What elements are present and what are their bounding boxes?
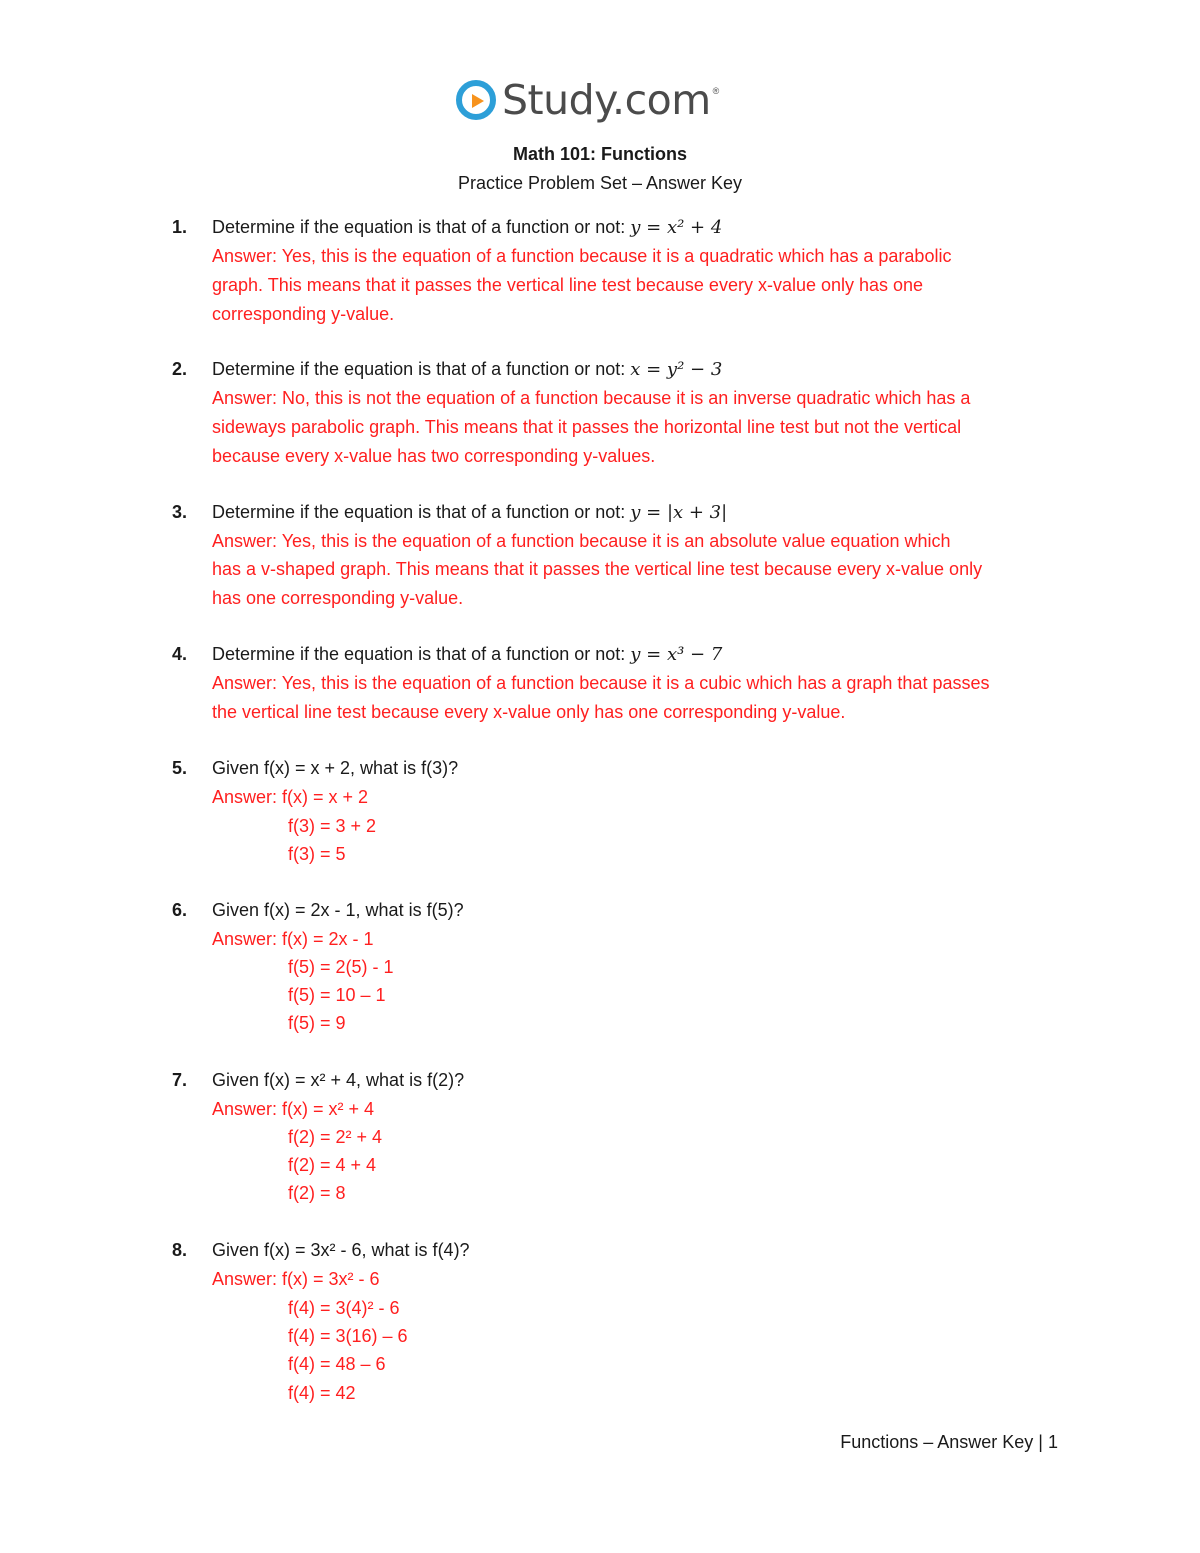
question-equation: y = x³ − 7	[630, 644, 723, 665]
answer-line: Answer: f(x) = 3x² - 6	[212, 1269, 380, 1289]
question-number: 8.	[172, 1240, 188, 1260]
question-prompt: Determine if the equation is that of a function or not: y = |x + 3|	[212, 502, 728, 523]
question-equation: y = x² + 4	[630, 217, 723, 238]
answer-step: f(5) = 2(5) - 1	[288, 957, 394, 977]
question-number: 2.	[172, 359, 188, 379]
question-prompt: Given f(x) = x + 2, what is f(3)?	[212, 758, 459, 778]
question-prompt: Determine if the equation is that of a function or not: y = x² + 4	[212, 217, 723, 238]
question-prompt: Determine if the equation is that of a function or not: y = x³ − 7	[212, 644, 723, 665]
answer-line: Answer: No, this is not the equation of a function because it is an inverse quadratic which has a	[212, 388, 971, 408]
answer-step: f(5) = 9	[288, 1013, 346, 1033]
answer-line: graph. This means that it passes the vertical line test because every x-value only has one	[212, 275, 924, 295]
question-prompt: Given f(x) = x² + 4, what is f(2)?	[212, 1070, 465, 1090]
question-prompt: Given f(x) = 2x - 1, what is f(5)?	[212, 900, 464, 920]
question-number: 1.	[172, 217, 188, 237]
answer-step: f(4) = 48 – 6	[288, 1354, 386, 1374]
logo-text: Study.com	[502, 76, 711, 124]
play-icon	[456, 80, 496, 120]
answer-line: has one corresponding y-value.	[212, 588, 464, 608]
answer-line: the vertical line test because every x-value only has one corresponding y-value.	[212, 702, 846, 722]
answer-step: f(3) = 3 + 2	[288, 816, 377, 836]
page-footer: Functions – Answer Key | 1	[840, 1432, 1058, 1452]
question-number: 4.	[172, 644, 188, 664]
question-equation: y = |x + 3|	[630, 502, 728, 523]
page-title: Math 101: Functions	[512, 144, 687, 164]
answer-line: Answer: Yes, this is the equation of a function because it is a cubic which has a graph that passes	[212, 673, 990, 693]
logo-registered-mark: ®	[712, 86, 720, 96]
answer-line: because every x-value has two corresponding y-values.	[212, 446, 656, 466]
question-number: 5.	[172, 758, 188, 778]
answer-step: f(2) = 2² + 4	[288, 1127, 383, 1147]
answer-line: Answer: f(x) = x + 2	[212, 787, 369, 807]
page-subtitle: Practice Problem Set – Answer Key	[457, 173, 743, 193]
answer-step: f(3) = 5	[288, 844, 346, 864]
question-equation: x = y² − 3	[630, 359, 723, 380]
answer-line: sideways parabolic graph. This means that it passes the horizontal line test but not the vertical	[212, 417, 962, 437]
answer-line: Answer: Yes, this is the equation of a function because it is a quadratic which has a parabolic	[212, 246, 952, 266]
answer-line: Answer: f(x) = x² + 4	[212, 1099, 375, 1119]
question-number: 3.	[172, 502, 188, 522]
answer-step: f(4) = 42	[288, 1383, 356, 1403]
answer-line: corresponding y-value.	[212, 304, 395, 324]
answer-line: Answer: f(x) = 2x - 1	[212, 929, 374, 949]
answer-step: f(4) = 3(16) – 6	[288, 1326, 408, 1346]
question-prompt: Given f(x) = 3x² - 6, what is f(4)?	[212, 1240, 470, 1260]
answer-line: has a v-shaped graph. This means that it passes the vertical line test because every x-value only	[212, 559, 983, 579]
question-prompt: Determine if the equation is that of a function or not: x = y² − 3	[212, 359, 723, 380]
question-number: 6.	[172, 900, 188, 920]
answer-line: Answer: Yes, this is the equation of a function because it is an absolute value equation which	[212, 531, 951, 551]
study-com-logo	[456, 76, 719, 124]
answer-step: f(5) = 10 – 1	[288, 985, 386, 1005]
answer-step: f(2) = 8	[288, 1183, 346, 1203]
question-number: 7.	[172, 1070, 188, 1090]
answer-step: f(2) = 4 + 4	[288, 1155, 377, 1175]
answer-step: f(4) = 3(4)² - 6	[288, 1298, 400, 1318]
